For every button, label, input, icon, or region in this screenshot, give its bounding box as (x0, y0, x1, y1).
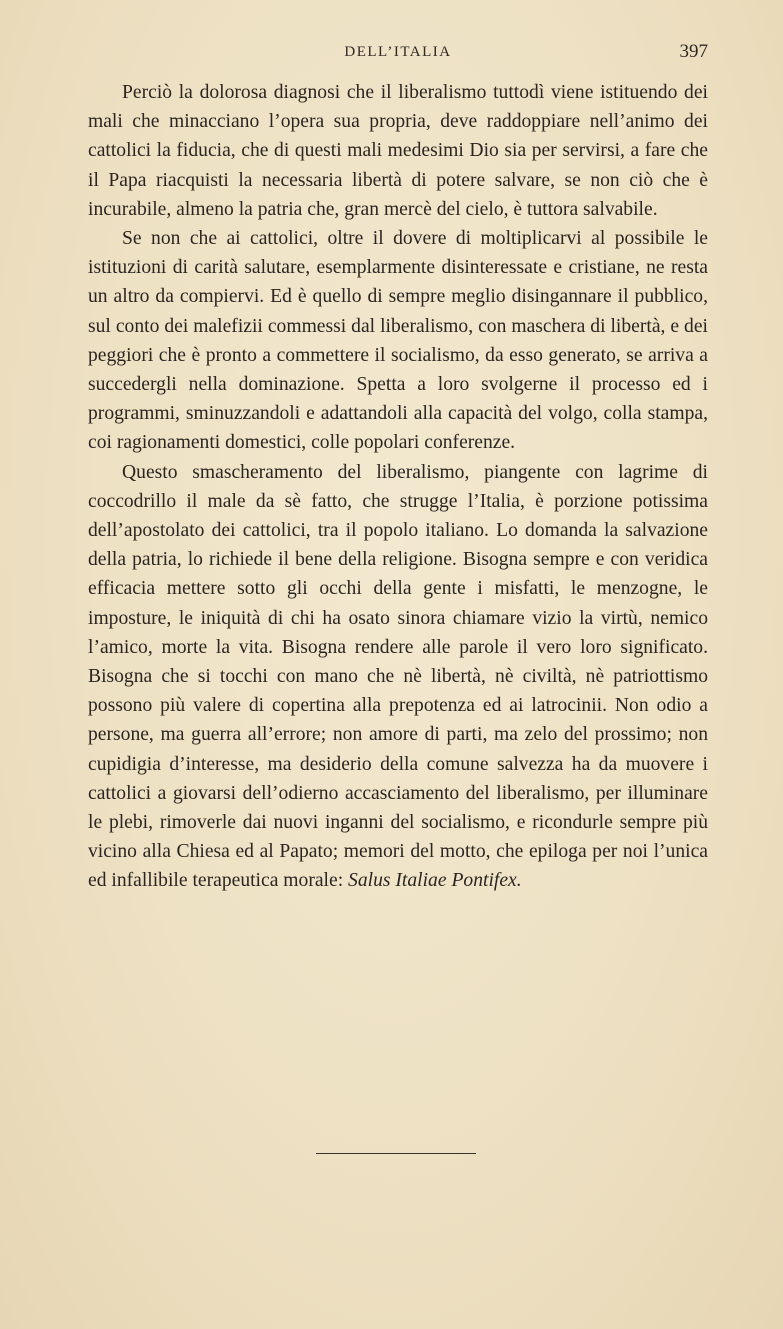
closing-motto: Salus Italiae Pontifex. (348, 870, 522, 892)
paragraph: Perciò la dolorosa diagnosi che il liberalismo tuttodì viene istituendo dei mali che minacciano l’opera sua propria, deve raddoppiare nell’animo dei cattolici la fiducia, che di questi mali medesimi Dio sia per servirsi, a fare che il Papa riacquisti la necessaria libertà di potere salvare, se non ciò che è incurabile, almeno la patria che, gran mercè del cielo, è tuttora salvabile. (88, 82, 708, 220)
end-of-chapter-rule (316, 1153, 476, 1154)
paragraph (88, 458, 708, 896)
page-number: 397 (679, 41, 708, 62)
body-text (88, 78, 708, 896)
paragraph-text: Questo smascheramento del liberalismo, piangente con lagrime di coccodrillo il male da sè fatto, che strugge l’Italia, è porzione potissima dell’apostolato dei cattolici, tra il popolo italiano. Lo domanda la salvazione della patria, lo richiede il bene della religione. Bisogna sempre e con veridica efficacia mettere sotto gli occhi della gente i misfatti, le menzogne, le imposture, le iniquità di chi ha osato sinora chiamare vizio la virtù, nemico l’amico, morte la vita. Bisogna rendere alle parole il vero loro significato. Bisogna che si tocchi con mano che nè libertà, nè civiltà, nè patriottismo possono più valere di copertina alla prepotenza ed ai latrocinii. Non odio a persone, ma guerra all’errore; non amore di parti, ma zelo del prossimo; non cupidigia d’interesse, ma desiderio della comune salvezza ha da muovere i cattolici a giovarsi dell’odierno accasciamento del liberalismo, per illuminare le plebi, rimoverle dai nuovi inganni del socialismo, e ricondurle sempre più vicino alla Chiesa ed al Papato; memori del motto, che epiloga per noi l’unica ed infallibile terapeutica morale: (88, 461, 708, 892)
paragraph: Se non che ai cattolici, oltre il dovere di moltiplicarvi al possibile le istituzioni di carità salutare, esemplarmente disinteressate e cristiane, ne resta un altro da compiervi. Ed è quello di sempre meglio disingannare il pubblico, sul conto dei malefizii commessi dal liberalismo, con maschera di libertà, e dei peggiori che è pronto a commettere il socialismo, da esso generato, se arriva a succedergli nella dominazione. Spetta a loro svolgerne il processo ed i programmi, sminuzzandoli e adattandoli alla capacità del volgo, colla stampa, coi ragionamenti domestici, colle popolari conferenze. (88, 228, 708, 454)
running-title: DELL’ITALIA (344, 44, 452, 60)
running-head (88, 41, 708, 72)
